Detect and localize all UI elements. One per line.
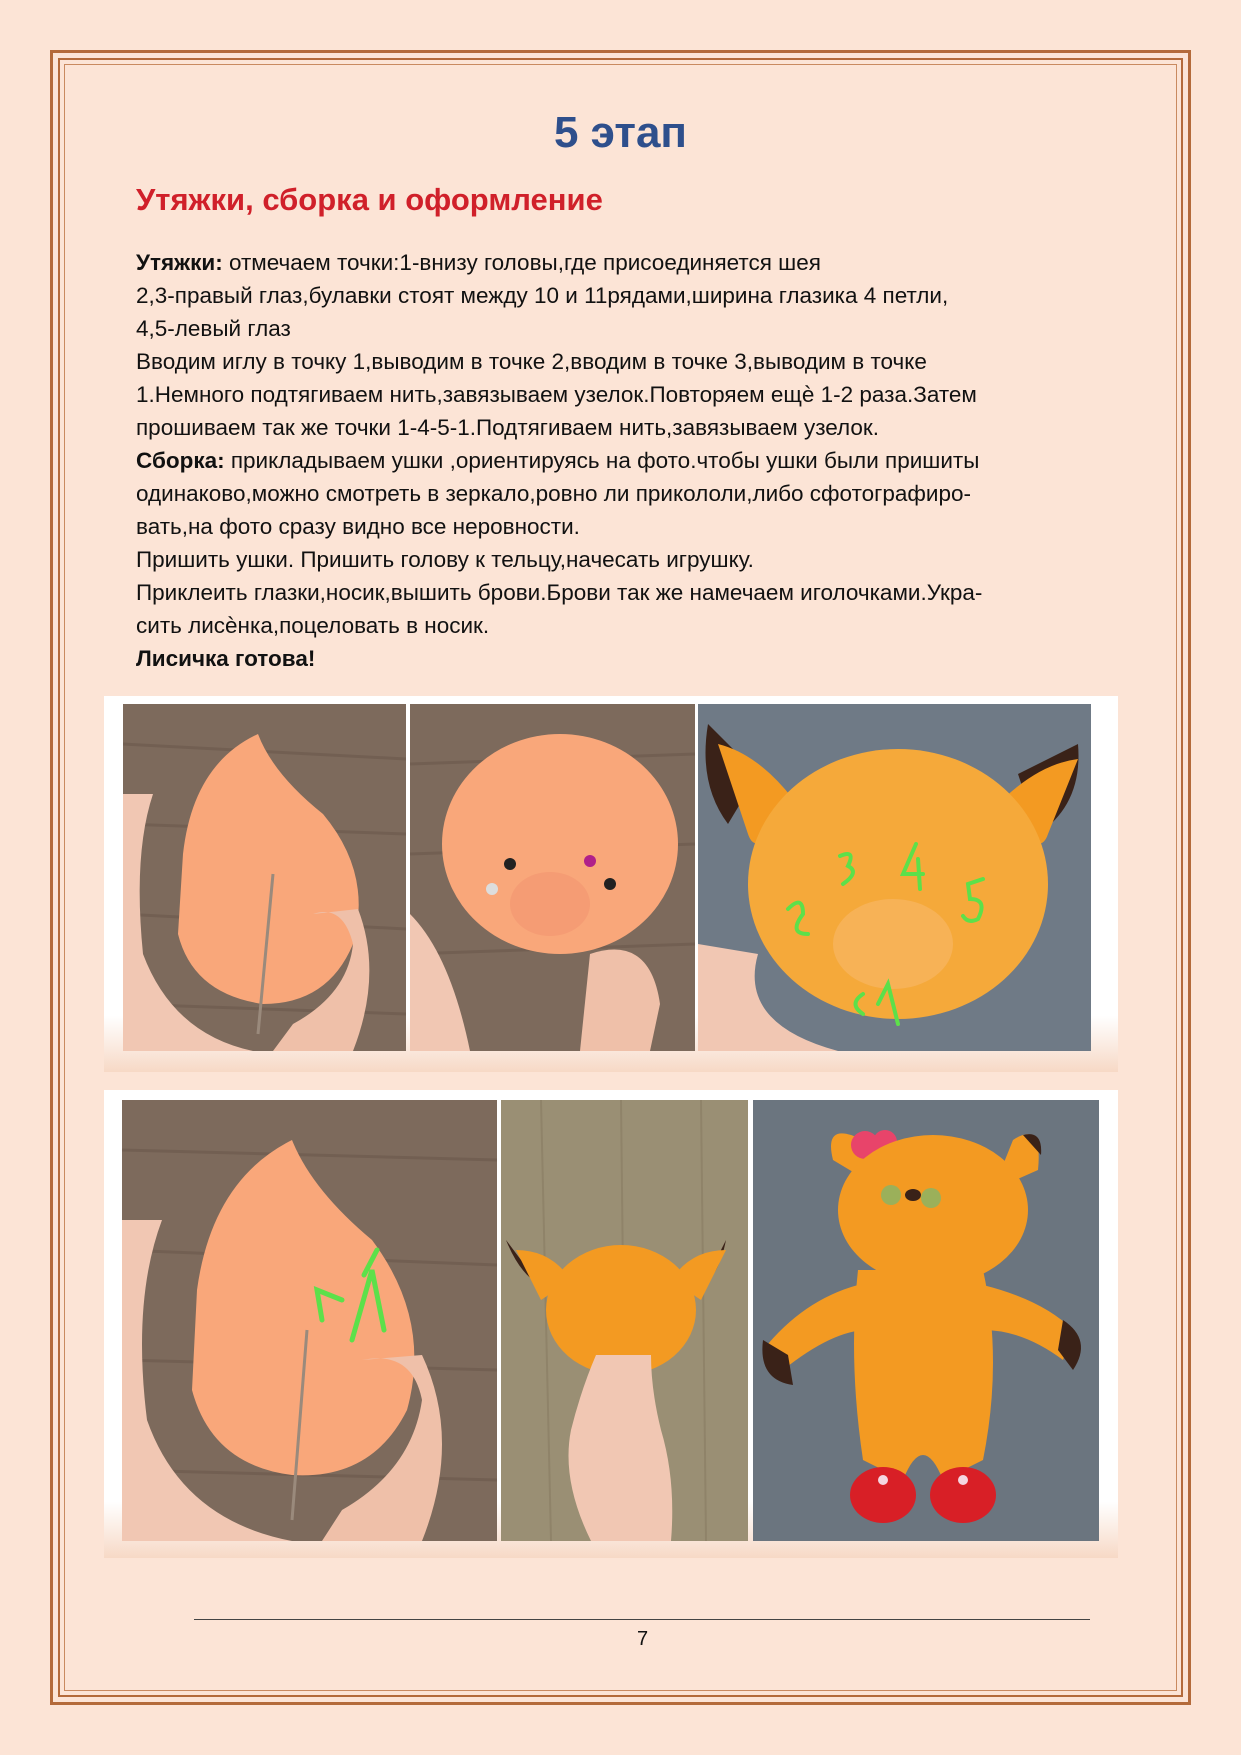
text-line: 4,5-левый глаз (136, 316, 291, 341)
text-line: сить лисѐнка,поцеловать в носик. (136, 613, 490, 638)
text-line: Вводим иглу в точку 1,выводим в точке 2,вводим в точке 3,выводим в точке (136, 349, 927, 374)
paragraph-tightening: Утяжки: отмечаем точки:1-внизу головы,где присоединяется шея (136, 250, 821, 275)
text-line: 2,3-правый глаз,булавки стоят между 10 и 11рядами,ширина глазика 4 петли, (136, 283, 949, 308)
label-done: Лисичка готова! (136, 646, 316, 671)
paragraph-done (136, 642, 1096, 675)
text-line: одинаково,можно смотреть в зеркало,ровно ли прикололи,либо сфотографиро- (136, 481, 971, 506)
photo-head-pins (410, 704, 695, 1051)
photo-head-needle (123, 704, 406, 1051)
instructions-text (136, 246, 1096, 675)
photo-head-arrow (122, 1100, 497, 1541)
paragraph-assembly: Сборка: прикладываем ушки ,ориентируясь на фото.чтобы ушки были пришиты (136, 448, 980, 473)
label-tightening: Утяжки: (136, 250, 223, 275)
photo-fox-head-held (501, 1100, 748, 1541)
text-line: Пришить ушки. Пришить голову к тельцу,начесать игрушку. (136, 547, 754, 572)
photo-finished-fox (753, 1100, 1099, 1541)
footer-divider (194, 1619, 1090, 1620)
text-line: 1.Немного подтягиваем нить,завязываем узелок.Повторяем ещѐ 1-2 раза.Затем (136, 382, 977, 407)
photo-strip-top (104, 696, 1118, 1072)
label-assembly: Сборка: (136, 448, 225, 473)
stage-title: 5 этап (553, 108, 687, 157)
page-number: 7 (636, 1628, 649, 1650)
text-line: прошиваем так же точки 1-4-5-1.Подтягиваем нить,завязываем узелок. (136, 415, 880, 440)
text-line: Приклеить глазки,носик,вышить брови.Брови так же намечаем иголочками.Укра- (136, 580, 983, 605)
photo-strip-bottom (104, 1090, 1118, 1558)
section-title: Утяжки, сборка и оформление (136, 182, 603, 217)
photo-fox-head-numbered (698, 704, 1091, 1051)
text-line: вать,на фото сразу видно все неровности. (136, 514, 580, 539)
